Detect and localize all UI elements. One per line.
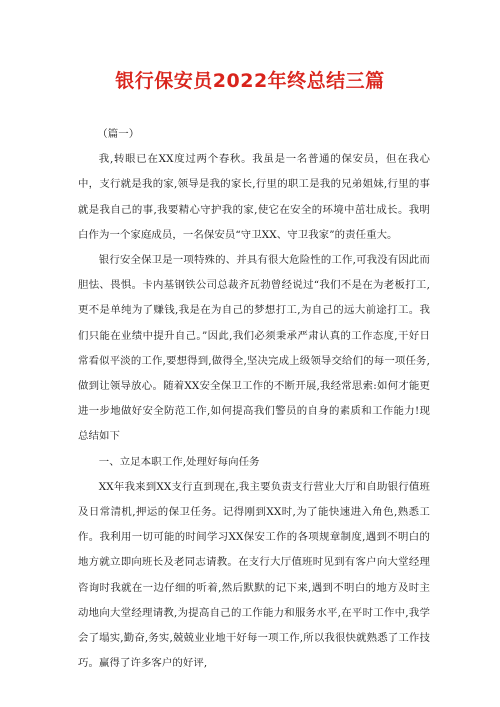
paragraph-2: 银行安全保卫是一项特殊的、并具有很大危险性的工作,可我没有因此而胆怯、畏惧。卡内基钢铁公司总裁齐瓦勃曾经说过“我们不是在为老板打工,更不是单纯为了赚钱,我是在为自己的梦想打工,为自己的远大前途打工。我们只能在业绩中提升自己。”因此,我们必须秉承严肃认真的工作态度,干好日常看似平淡的工作,要想得到,做得全,坚决完成上级领导交给们的每一项任务,做到让领导放心。随着XX安全保卫工作的不断开展,我经常思索:如何才能更进一步地做好安全防范工作,如何提高我们警员的自身的素质和工作能力!现总结如下 (78, 254, 430, 443)
document-body (78, 122, 430, 676)
section-label: （篇一） (97, 128, 140, 140)
document-title: 银行保安员2022年终总结三篇 (115, 70, 385, 92)
paragraph-1: 我,转眼已在XX度过两个春秋。我虽是一名普通的保安员，但在我心中，支行就是我的家,领导是我的家长,行里的职工是我的兄弟姐妹,行里的事就是我自己的事,我要精心守护我的家,使它在安全的环境中茁壮成长。我明白作为一个家庭成员，一名保安员“守卫XX、守卫我家”的责任重大。 (78, 153, 430, 241)
section-heading: 一、立足本职工作,处理好每向任务 (98, 455, 260, 468)
paragraph-3: XX年我来到XX支行直到现在,我主要负责支行营业大厅和自助银行值班及日常清机,押运的保卫任务。记得刚到XX时,为了能快速进入角色,熟悉工作。我利用一切可能的时间学习XX保安工作的各项规章制度,遇到不明白的地方就立即向班长及老同志请教。在支行大厅值班时见到有客户向大堂经理咨询时我就在一边仔细的听着,然后默默的记下来,遇到不明白的地方及时主动地向大堂经理请教,为提高自己的工作能力和服务水平,在平时工作中,我学会了塌实,勤奋,务实,兢兢业业地干好每一项工作,所以我很快就熟悉了工作技巧。赢得了许多客户的好评, (78, 480, 430, 670)
